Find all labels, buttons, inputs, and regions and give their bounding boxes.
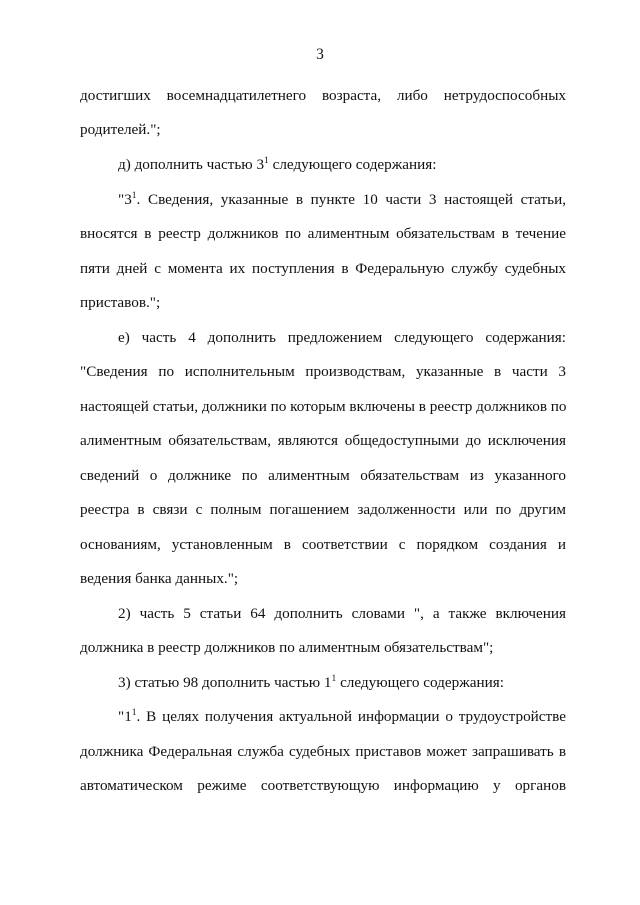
line-text: реестра в связи с полным погашением задолженности или по другим	[80, 501, 566, 518]
line-text: вносятся в реестр должников по алиментным обязательствам в течение	[80, 225, 566, 242]
text-line	[80, 259, 566, 279]
superscript: 1	[131, 708, 137, 718]
line-text: ведения банка данных.";	[80, 570, 239, 587]
superscript: 1	[331, 674, 337, 684]
line-text-post: . В целях получения актуальной информации о трудоустройстве	[136, 708, 566, 725]
line-text: приставов.";	[80, 294, 161, 311]
line-text: 2) часть 5 статьи 64 дополнить словами ", а также включения	[118, 605, 566, 622]
text-line	[80, 500, 566, 520]
line-text: сведений о должнике по алиментным обязательствам из указанного	[80, 467, 566, 484]
line-text: достигших восемнадцатилетнего возраста, либо нетрудоспособных	[80, 87, 566, 104]
text-line	[118, 155, 566, 175]
text-line	[80, 120, 566, 140]
text-line	[80, 776, 566, 796]
text-line	[118, 328, 566, 348]
text-line	[80, 569, 566, 589]
text-line	[80, 224, 566, 244]
text-line	[80, 466, 566, 486]
line-text-post: следующего содержания:	[268, 156, 437, 173]
text-line	[118, 673, 566, 693]
text-line	[80, 535, 566, 555]
line-text-pre: д) дополнить частью 3	[118, 156, 265, 173]
line-text: автоматическом режиме соответствующую информацию у органов	[80, 777, 566, 794]
superscript: 1	[131, 191, 137, 201]
line-text-post: следующего содержания:	[336, 674, 504, 691]
line-text: должника Федеральная служба судебных приставов может запрашивать в	[80, 743, 566, 760]
text-line	[80, 638, 566, 658]
page-number: 3	[316, 46, 324, 63]
line-text-post: . Сведения, указанные в пункте 10 части 3 настоящей статьи,	[136, 191, 566, 208]
text-line	[80, 86, 566, 106]
line-text-pre: "1	[118, 708, 132, 725]
line-text: пяти дней с момента их поступления в Федеральную службу судебных	[80, 260, 566, 277]
text-line	[80, 742, 566, 762]
line-text-pre: "3	[118, 191, 132, 208]
line-text: алиментным обязательствам, являются общедоступными до исключения	[80, 432, 566, 449]
line-text: должника в реестр должников по алиментным обязательствам";	[80, 639, 494, 656]
text-line	[80, 362, 566, 382]
text-line	[80, 431, 566, 451]
text-line	[118, 190, 566, 210]
line-text-pre: 3) статью 98 дополнить частью 1	[118, 674, 332, 691]
text-line	[80, 397, 566, 417]
line-text: основаниям, установленным в соответствии с порядком создания и	[80, 536, 566, 553]
line-text: "Сведения по исполнительным производствам, указанные в части 3	[80, 363, 566, 380]
text-line	[118, 707, 566, 727]
text-line	[118, 604, 566, 624]
line-text: настоящей статьи, должники по которым включены в реестр должников по	[80, 398, 567, 415]
text-line	[80, 293, 566, 313]
superscript: 1	[264, 156, 269, 166]
line-text: е) часть 4 дополнить предложением следующего содержания:	[118, 329, 566, 346]
line-text: родителей.";	[80, 121, 161, 138]
